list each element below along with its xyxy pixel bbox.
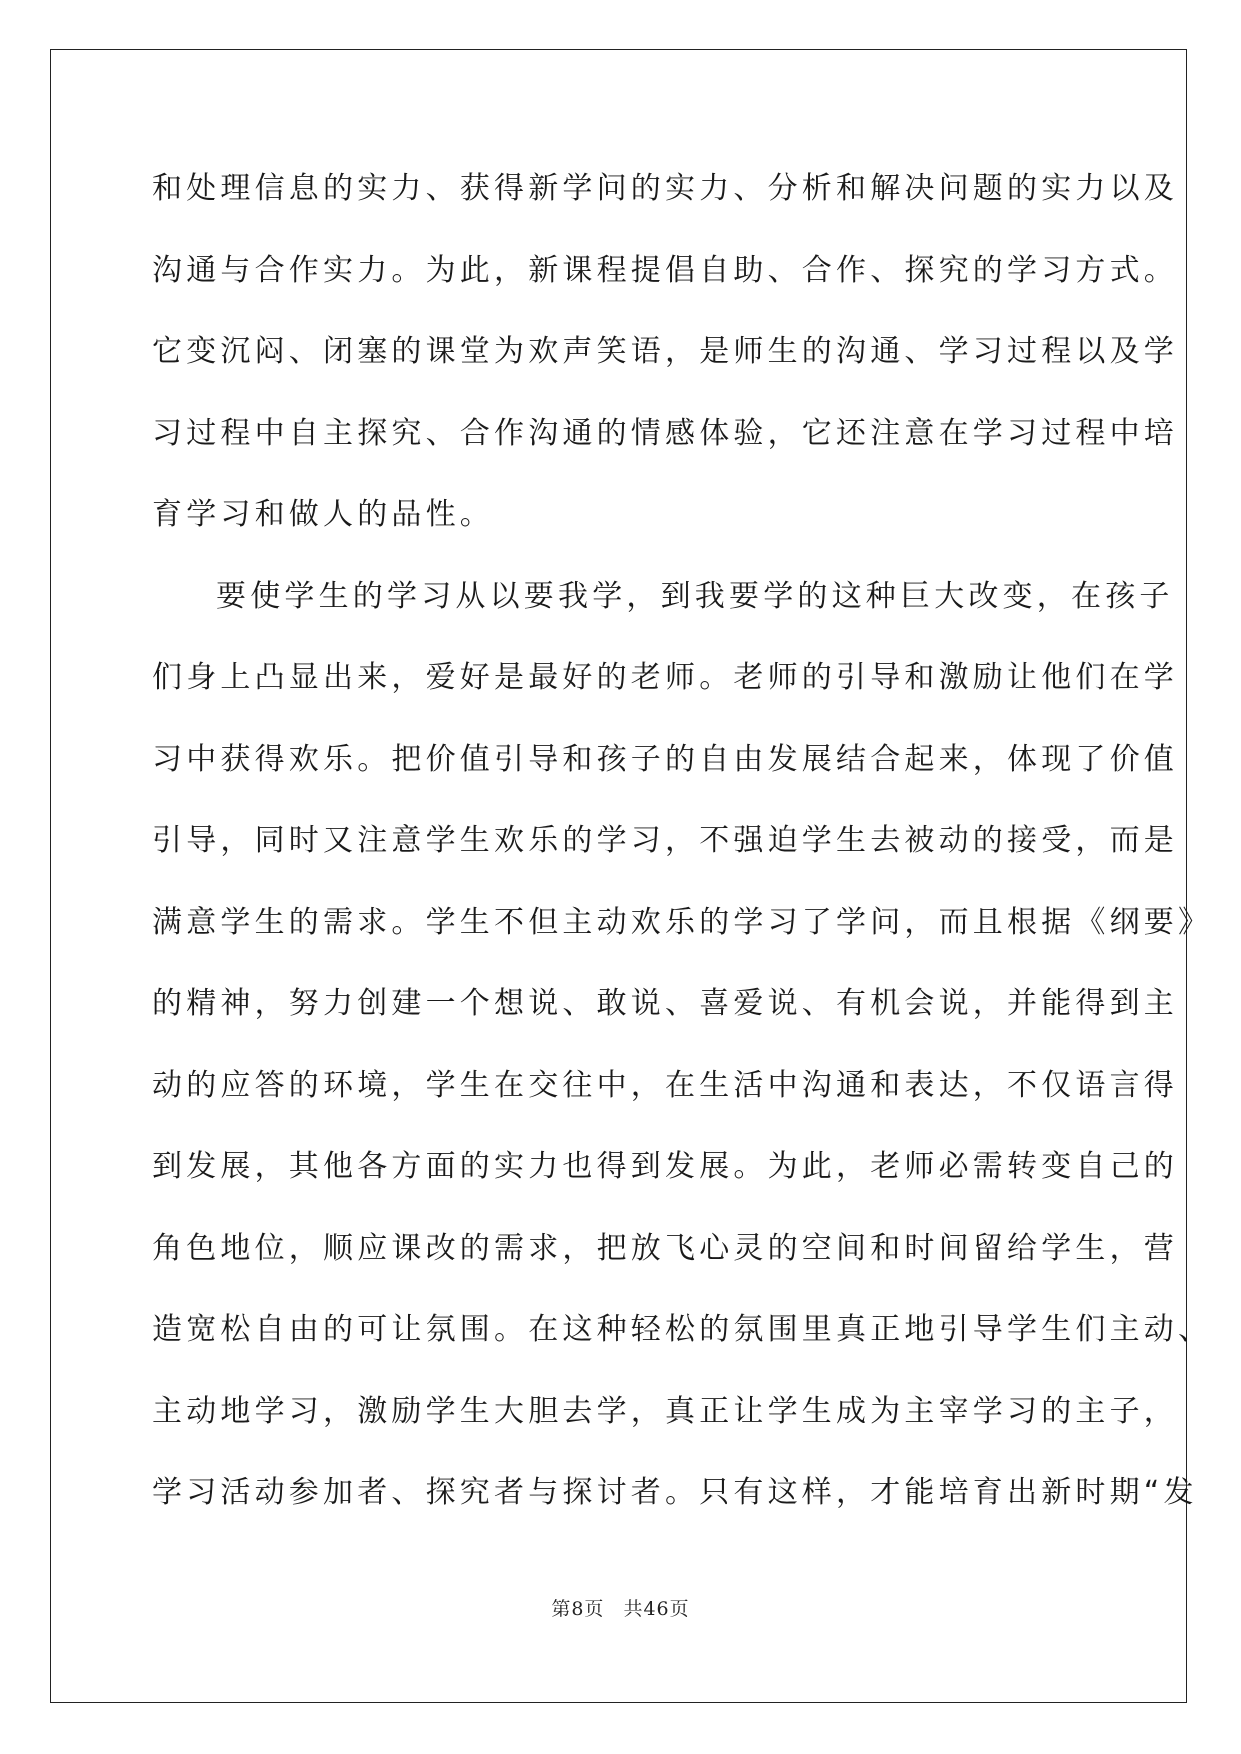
- text-line: 动的应答的环境，学生在交往中，在生活中沟通和表达，不仅语言得: [152, 1067, 1178, 1103]
- text-line: 引导，同时又注意学生欢乐的学习，不强迫学生去被动的接受，而是: [152, 823, 1178, 858]
- text-line: 沟通与合作实力。为此，新课程提倡自助、合作、探究的学习方式。: [152, 252, 1178, 288]
- text-line: 育学习和做人的品性。: [152, 497, 494, 532]
- paragraph-start-line: 要使学生的学习从以要我学，到我要学的这种巨大改变，在孩子: [216, 578, 1174, 614]
- text-line: 习过程中自主探究、合作沟通的情感体验，它还注意在学习过程中培: [152, 415, 1178, 451]
- text-line: 造宽松自由的可让氛围。在这种轻松的氛围里真正地引导学生们主动、: [152, 1312, 1213, 1347]
- page-number: 第8页: [551, 1598, 605, 1620]
- total-pages: 共46页: [623, 1598, 690, 1620]
- text-line: 习中获得欢乐。把价值引导和孩子的自由发展结合起来，体现了价值: [152, 741, 1178, 777]
- page-footer: [0, 1594, 1241, 1621]
- text-line: 主动地学习，激励学生大胆去学，真正让学生成为主宰学习的主子，: [152, 1393, 1178, 1429]
- text-line: 它变沉闷、闭塞的课堂为欢声笑语，是师生的沟通、学习过程以及学: [152, 334, 1178, 369]
- text-line: 和处理信息的实力、获得新学问的实力、分析和解决问题的实力以及: [152, 171, 1178, 206]
- text-line: 到发展，其他各方面的实力也得到发展。为此，老师必需转变自己的: [152, 1149, 1178, 1184]
- text-line: 角色地位，顺应课改的需求，把放飞心灵的空间和时间留给学生，营: [152, 1230, 1178, 1266]
- text-line: 满意学生的需求。学生不但主动欢乐的学习了学问，而且根据《纲要》: [152, 904, 1213, 940]
- document-body: [152, 160, 1213, 1546]
- text-line: 学习活动参加者、探究者与探讨者。只有这样，才能培育出新时期“发: [152, 1475, 1198, 1510]
- text-line: 的精神，努力创建一个想说、敢说、喜爱说、有机会说，并能得到主: [152, 986, 1178, 1021]
- text-line: 们身上凸显出来，爱好是最好的老师。老师的引导和激励让他们在学: [152, 660, 1178, 695]
